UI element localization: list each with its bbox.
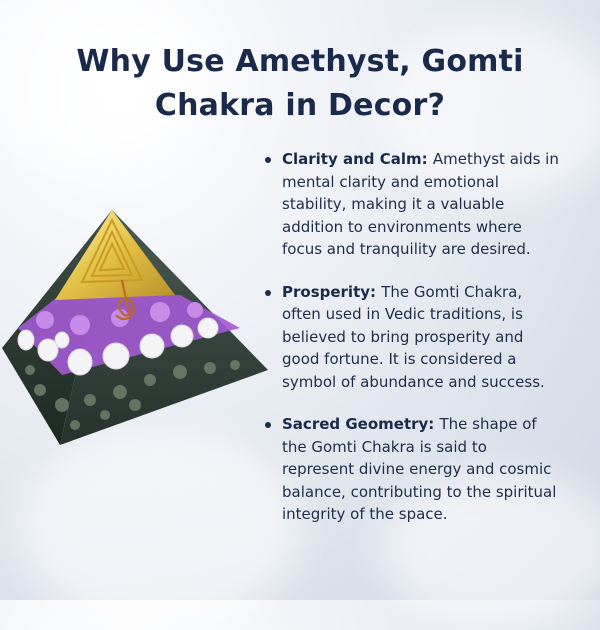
bullet-text: The shape of the Gomti Chakra is said to represent divine energy and cosmic balance, contributing to the spiritual integrity of the space. (282, 415, 557, 523)
bullet-text: Amethyst aids in mental clarity and emotional stability, making it a valuable addition to environments where focus and tranquility are desired. (282, 150, 559, 258)
bullet-heading: Clarity and Calm: (282, 150, 433, 168)
bullet-icon (265, 290, 271, 296)
list-item (262, 148, 562, 261)
background-cloud (20, 430, 300, 630)
list-item (262, 413, 562, 526)
bullet-heading: Sacred Geometry: (282, 415, 440, 433)
bullet-heading: Prosperity: (282, 282, 382, 301)
bullet-icon (265, 157, 271, 163)
title-line-2: Chakra in Decor? (154, 88, 446, 123)
page-title (40, 40, 560, 128)
bullet-text: The Gomti Chakra, often used in Vedic traditions, is believed to bring prosperity and good fortune. It is considered a symbol of abundance and success. (282, 282, 545, 391)
list-item (262, 281, 562, 394)
orgonite-pyramid-image (0, 200, 270, 450)
bullet-icon (265, 422, 271, 428)
title-line-1: Why Use Amethyst, Gomti (76, 44, 524, 79)
benefits-list (262, 148, 562, 546)
